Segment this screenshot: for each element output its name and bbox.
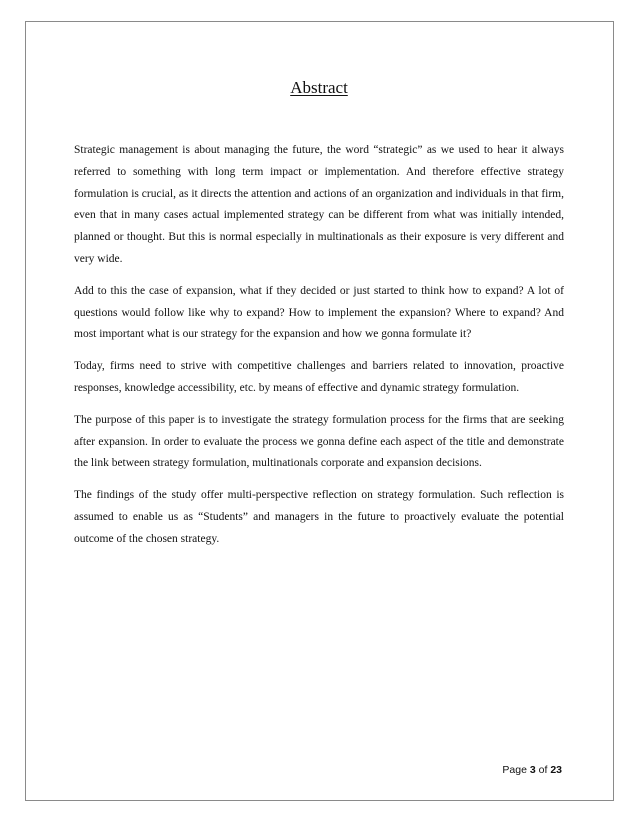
paragraph-1: Strategic management is about managing the future, the word “strategic” as we used to hear it always referred to something with long term impact or implementation. And therefore effective strategy formulation is crucial, as it directs the attention and actions of an organization and individuals in that firm, even that in many cases actual implemented strategy can be different from what was initially intended, planned or thought. But this is normal especially in multinationals as their exposure is very different and very wide. (74, 144, 564, 265)
paragraph-3: Today, firms need to strive with competitive challenges and barriers related to innovation, proactive responses, knowledge accessibility, etc. by means of effective and dynamic strategy formulation. (74, 360, 564, 394)
paragraph-4: The purpose of this paper is to investigate the strategy formulation process for the firms that are seeking after expansion. In order to evaluate the process we gonna define each aspect of the title and demonstrate the link between strategy formulation, multinationals corporate and expansion decisions. (74, 413, 564, 470)
page-number-footer (502, 764, 562, 776)
total-page-count: 23 (550, 764, 562, 776)
document-body (74, 140, 564, 561)
document-title: Abstract (290, 78, 348, 97)
paragraph-5: The findings of the study offer multi-perspective reflection on strategy formulation. Such reflection is assumed to enable us as “Students” and managers in the future to proactively evaluate the potential outcome of the chosen strategy. (74, 489, 564, 545)
paragraph-2: Add to this the case of expansion, what if they decided or just started to think how to expand? A lot of questions would follow like why to expand? How to implement the expansion? Where to expand? And most important what is our strategy for the expansion and how we gonna formulate it? (74, 284, 564, 341)
page-label: Page (502, 764, 527, 776)
of-label: of (538, 764, 548, 776)
current-page-number: 3 (529, 764, 536, 776)
